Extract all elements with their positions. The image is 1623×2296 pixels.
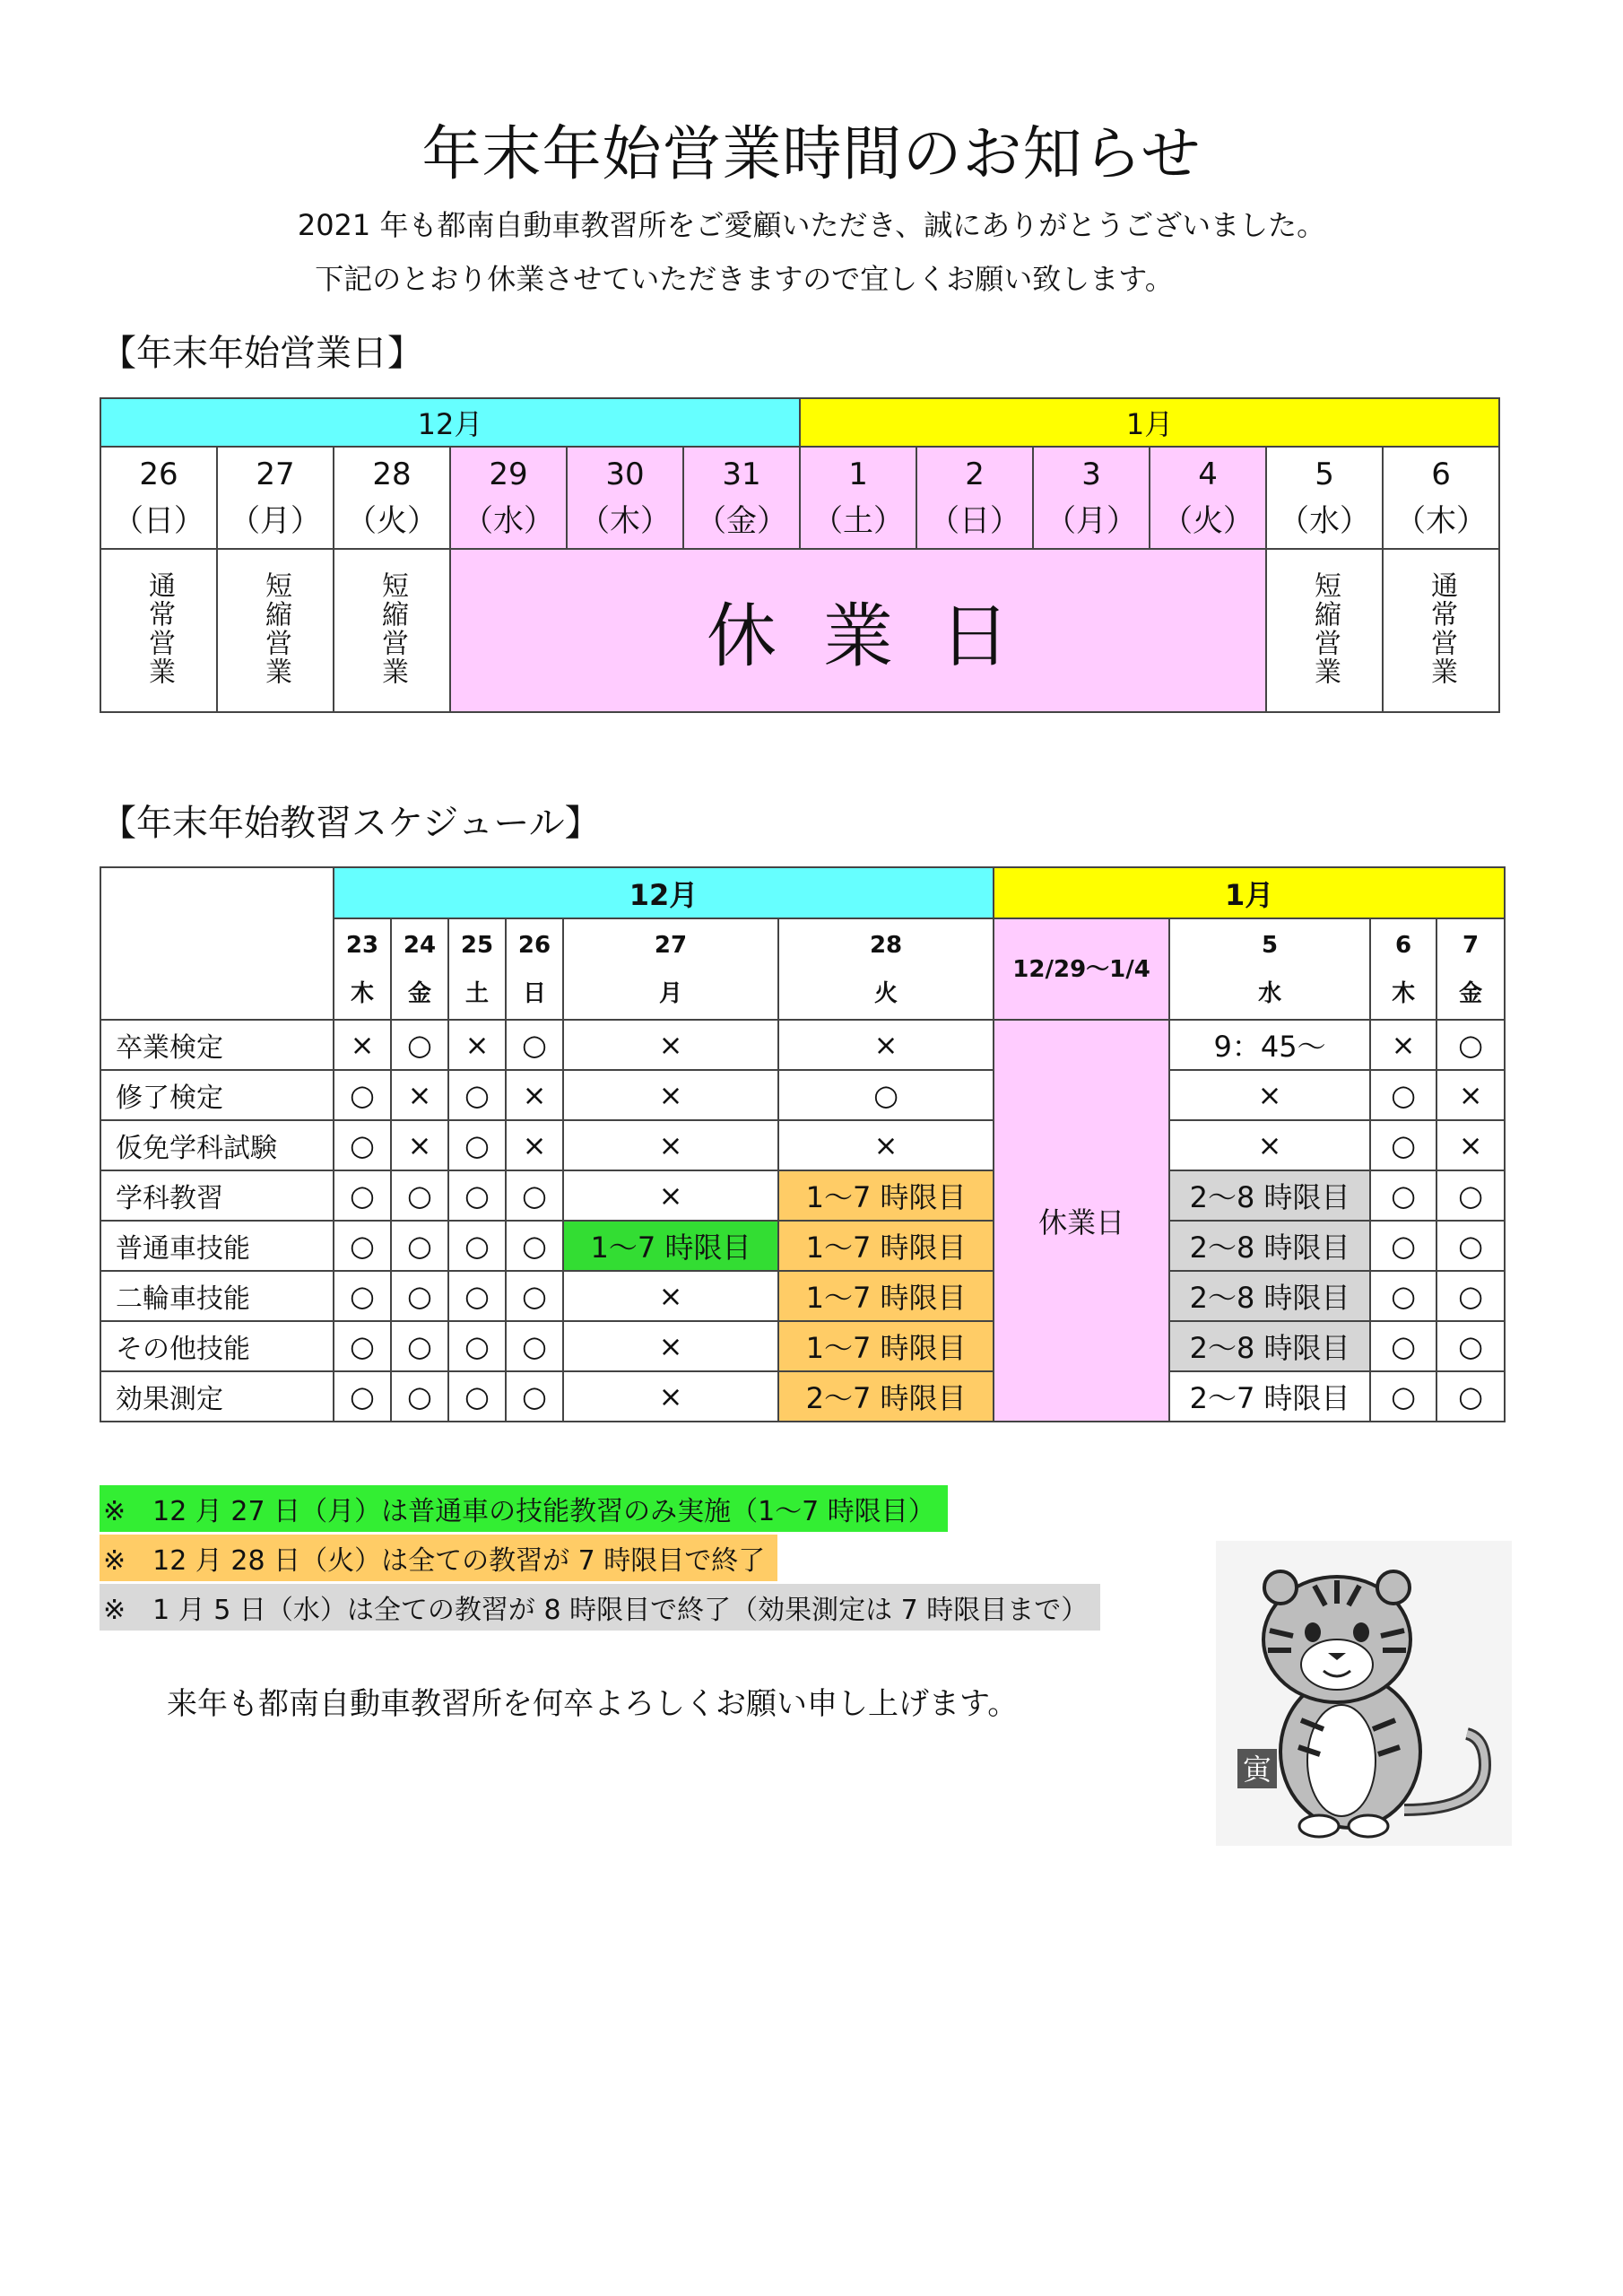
schedule-cell: ○ [506, 1221, 563, 1271]
schedule-cell: ○ [1436, 1371, 1505, 1422]
schedule-cell: × [563, 1120, 778, 1170]
day-date: 3 [1081, 457, 1101, 492]
schedule-row-label: 効果測定 [100, 1371, 334, 1422]
schedule-cell: ○ [1370, 1221, 1436, 1271]
schedule-row [100, 1221, 1505, 1271]
day-cell [450, 447, 567, 549]
schedule-day-weekday: 月 [658, 979, 682, 1007]
schedule-day-header [563, 918, 778, 1020]
schedule-cell: 2～8 時限目 [1169, 1271, 1370, 1321]
day-cell [1383, 447, 1499, 549]
schedule-cell: ○ [1370, 1321, 1436, 1371]
schedule-cell: ○ [506, 1170, 563, 1221]
schedule-row [100, 1170, 1505, 1221]
schedule-cell: × [563, 1170, 778, 1221]
schedule-cell: ○ [448, 1170, 506, 1221]
month-header-december: 12月 [334, 867, 994, 918]
schedule-cell: ○ [778, 1070, 994, 1120]
schedule-cell: ○ [391, 1221, 448, 1271]
tiger-stamp: 寅 [1242, 1752, 1272, 1787]
schedule-cell: 2～7 時限目 [778, 1371, 994, 1422]
day-date: 1 [848, 457, 868, 492]
schedule-day-date: 5 [1262, 931, 1279, 959]
schedule-cell: ○ [506, 1020, 563, 1070]
day-cell [1266, 447, 1383, 549]
schedule-cell: ○ [391, 1371, 448, 1422]
schedule-cell: ○ [1436, 1221, 1505, 1271]
day-date: 4 [1198, 457, 1218, 492]
schedule-cell: ○ [448, 1271, 506, 1321]
closed-days-label: 休業日 [707, 596, 1057, 677]
schedule-row [100, 1371, 1505, 1422]
schedule-cell: ○ [334, 1070, 391, 1120]
schedule-cell: ○ [334, 1221, 391, 1271]
day-cell [567, 447, 683, 549]
schedule-day-date: 27 [654, 931, 688, 959]
status-cell [100, 549, 217, 712]
schedule-cell: × [563, 1020, 778, 1070]
day-cell [1033, 447, 1150, 549]
schedule-day-weekday: 水 [1258, 979, 1282, 1007]
day-date: 26 [139, 457, 178, 492]
schedule-cell: × [1436, 1070, 1505, 1120]
schedule-cell: ○ [448, 1221, 506, 1271]
day-date: 2 [965, 457, 985, 492]
schedule-cell: ○ [506, 1371, 563, 1422]
schedule-cell: ○ [1370, 1371, 1436, 1422]
schedule-cell: ○ [448, 1321, 506, 1371]
schedule-cell: 1～7 時限目 [778, 1271, 994, 1321]
schedule-day-weekday: 木 [350, 979, 374, 1007]
schedule-cell: × [563, 1371, 778, 1422]
status-cell [1383, 549, 1499, 712]
schedule-cell: ○ [334, 1170, 391, 1221]
day-weekday: （月） [230, 503, 321, 539]
schedule-day-date: 24 [403, 931, 437, 959]
schedule-day-header [1370, 918, 1436, 1020]
schedule-cell: ○ [506, 1321, 563, 1371]
business-days-heading: 【年末年始営業日】 [100, 333, 423, 374]
schedule-cell: × [506, 1120, 563, 1170]
schedule-day-header [391, 918, 448, 1020]
day-date: 27 [256, 457, 295, 492]
month-header-december: 12月 [100, 398, 800, 447]
schedule-cell: ○ [1370, 1070, 1436, 1120]
schedule-row [100, 1120, 1505, 1170]
schedule-row-label: 仮免学科試験 [100, 1120, 334, 1170]
schedule-day-date: 28 [869, 931, 903, 959]
schedule-row-label: 学科教習 [100, 1170, 334, 1221]
schedule-cell: ○ [448, 1120, 506, 1170]
schedule-heading: 【年末年始教習スケジュール】 [100, 803, 601, 844]
schedule-cell: × [391, 1070, 448, 1120]
schedule-day-header: 12/29～1/4 [994, 918, 1169, 1020]
schedule-cell: ○ [1370, 1170, 1436, 1221]
schedule-day-header [448, 918, 506, 1020]
status-text: 通常営業 [1426, 571, 1458, 686]
schedule-cell: ○ [1370, 1120, 1436, 1170]
day-date: 29 [489, 457, 528, 492]
schedule-cell: ○ [1370, 1271, 1436, 1321]
day-weekday: （土） [812, 503, 905, 539]
schedule-corner-cell [100, 867, 334, 1020]
schedule-cell: × [1169, 1070, 1370, 1120]
schedule-cell: × [1169, 1120, 1370, 1170]
closed-days-cell [450, 549, 1266, 712]
schedule-cell: 1～7 時限目 [563, 1221, 778, 1271]
day-cell [217, 447, 334, 549]
note-dec-28: ※ 12 月 28 日（火）は全ての教習が 7 時限目で終了 [100, 1535, 777, 1581]
schedule-cell: ○ [1436, 1321, 1505, 1371]
schedule-row [100, 1321, 1505, 1371]
schedule-row [100, 1271, 1505, 1321]
schedule-day-header [506, 918, 563, 1020]
schedule-day-date: 23 [345, 931, 379, 959]
status-cell [1266, 549, 1383, 712]
day-weekday: （木） [579, 503, 671, 539]
month-header-january: 1月 [994, 867, 1505, 918]
page-title: 年末年始営業時間のお知らせ [421, 119, 1202, 188]
schedule-closed-cell: 休業日 [994, 1020, 1169, 1422]
status-text: 短縮営業 [260, 571, 291, 686]
schedule-cell: × [778, 1020, 994, 1070]
schedule-cell: ○ [334, 1271, 391, 1321]
schedule-cell: × [778, 1120, 994, 1170]
schedule-cell: × [506, 1070, 563, 1120]
schedule-row-label: その他技能 [100, 1321, 334, 1371]
schedule-cell: × [563, 1070, 778, 1120]
tiger-illustration [1216, 1541, 1512, 1846]
note-jan-5: ※ 1 月 5 日（水）は全ての教習が 8 時限目で終了（効果測定は 7 時限目まで） [100, 1584, 1100, 1631]
schedule-day-weekday: 土 [464, 979, 489, 1007]
day-weekday: （火） [1162, 503, 1254, 539]
schedule-day-weekday: 金 [407, 979, 431, 1007]
day-date: 5 [1315, 457, 1334, 492]
day-weekday: （水） [1279, 503, 1371, 539]
schedule-day-header [778, 918, 994, 1020]
month-header-january: 1月 [800, 398, 1499, 447]
schedule-day-date: 25 [460, 931, 494, 959]
schedule-cell: ○ [391, 1170, 448, 1221]
schedule-cell: × [1370, 1020, 1436, 1070]
schedule-cell: 1～7 時限目 [778, 1221, 994, 1271]
status-cell [334, 549, 450, 712]
schedule-row-label: 修了検定 [100, 1070, 334, 1120]
day-cell [683, 447, 800, 549]
day-cell [800, 447, 916, 549]
schedule-cell: 1～7 時限目 [778, 1170, 994, 1221]
day-weekday: （日） [929, 503, 1021, 539]
schedule-cell: ○ [448, 1371, 506, 1422]
schedule-day-date: 6 [1395, 931, 1412, 959]
schedule-day-date: 26 [517, 931, 551, 959]
day-date: 30 [605, 457, 645, 492]
schedule-cell: × [391, 1120, 448, 1170]
schedule-row [100, 1070, 1505, 1120]
schedule-cell: 2～8 時限目 [1169, 1221, 1370, 1271]
schedule-row-label: 二輪車技能 [100, 1271, 334, 1321]
status-text: 通常営業 [143, 571, 175, 686]
schedule-day-weekday: 日 [522, 979, 546, 1007]
day-weekday: （火） [346, 503, 438, 539]
day-weekday: （月） [1046, 503, 1138, 539]
schedule-cell: ○ [391, 1321, 448, 1371]
schedule-cell: ○ [1436, 1020, 1505, 1070]
schedule-day-header [1436, 918, 1505, 1020]
day-weekday: （水） [463, 503, 554, 539]
status-cell [217, 549, 334, 712]
note-dec-27: ※ 12 月 27 日（月）は普通車の技能教習のみ実施（1～7 時限目） [100, 1485, 948, 1532]
schedule-cell: × [448, 1020, 506, 1070]
schedule-cell: 2～8 時限目 [1169, 1321, 1370, 1371]
day-cell [334, 447, 450, 549]
status-text: 短縮営業 [1309, 571, 1341, 686]
day-cell [100, 447, 217, 549]
schedule-day-weekday: 木 [1392, 979, 1416, 1007]
schedule-cell: ○ [448, 1070, 506, 1120]
day-weekday: （日） [113, 503, 204, 539]
schedule-cell: ○ [334, 1371, 391, 1422]
schedule-cell: ○ [506, 1271, 563, 1321]
day-cell [1150, 447, 1266, 549]
schedule-row-label: 普通車技能 [100, 1221, 334, 1271]
day-date: 6 [1431, 457, 1451, 492]
business-days-table [100, 397, 1500, 713]
day-date: 31 [722, 457, 761, 492]
schedule-cell: 2～7 時限目 [1169, 1371, 1370, 1422]
tiger-icon [1216, 1541, 1512, 1846]
schedule-cell: ○ [334, 1321, 391, 1371]
schedule-row-label: 卒業検定 [100, 1020, 334, 1070]
schedule-cell: ○ [1436, 1271, 1505, 1321]
schedule-cell: ○ [391, 1271, 448, 1321]
schedule-cell: × [1436, 1120, 1505, 1170]
schedule-day-weekday: 火 [874, 979, 898, 1007]
day-weekday: （金） [696, 503, 787, 539]
intro-line-2: 下記のとおり休業させていただきますので宜しくお願い致します。 [315, 262, 1174, 296]
schedule-cell: × [563, 1271, 778, 1321]
status-text: 短縮営業 [377, 571, 408, 686]
schedule-day-header [334, 918, 391, 1020]
schedule-day-date: 7 [1462, 931, 1480, 959]
schedule-cell: × [334, 1020, 391, 1070]
day-weekday: （木） [1395, 503, 1488, 539]
schedule-cell: ○ [334, 1120, 391, 1170]
schedule-row [100, 1020, 1505, 1070]
day-date: 28 [372, 457, 412, 492]
closing-message: 来年も都南自動車教習所を何卒よろしくお願い申し上げます。 [167, 1686, 1019, 1722]
schedule-day-weekday: 金 [1459, 979, 1483, 1007]
schedule-cell: × [563, 1321, 778, 1371]
schedule-cell: ○ [391, 1020, 448, 1070]
intro-line-1: 2021 年も都南自動車教習所をご愛顧いただき、誠にありがとうございました。 [297, 208, 1326, 242]
schedule-day-header [1169, 918, 1370, 1020]
schedule-table [100, 866, 1506, 1422]
schedule-cell: 1～7 時限目 [778, 1321, 994, 1371]
day-cell [916, 447, 1033, 549]
schedule-cell: 9：45～ [1169, 1020, 1370, 1070]
schedule-cell: 2～8 時限目 [1169, 1170, 1370, 1221]
schedule-cell: ○ [1436, 1170, 1505, 1221]
